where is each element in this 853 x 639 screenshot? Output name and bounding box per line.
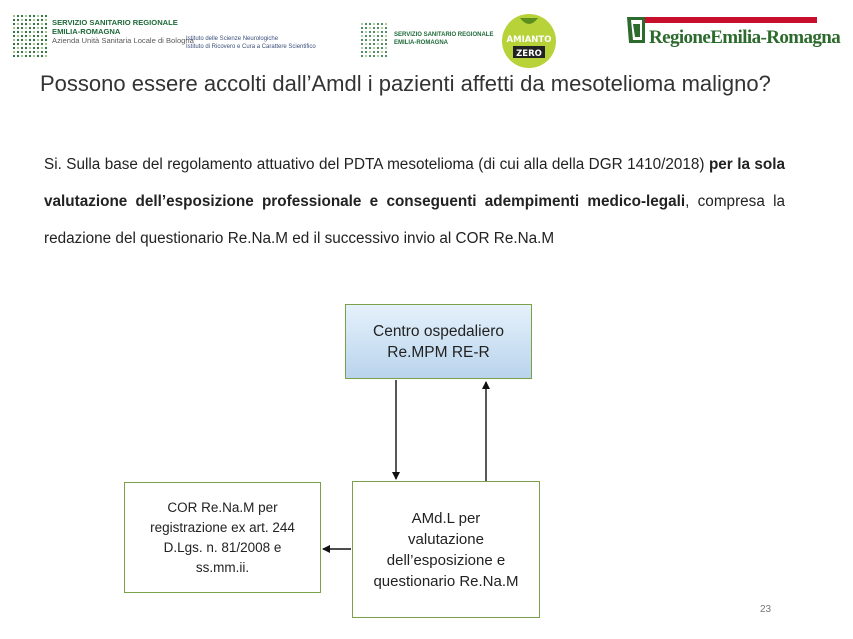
logo-dot xyxy=(369,47,371,49)
logo-dot xyxy=(373,43,375,45)
logo-dot xyxy=(373,35,375,37)
logo-dot xyxy=(365,39,367,41)
logo-dot xyxy=(21,43,23,45)
logo-dot xyxy=(21,15,23,17)
logo-dot xyxy=(21,51,23,53)
logo-dot xyxy=(29,27,31,29)
logo-dot xyxy=(37,51,39,53)
logo-dot xyxy=(45,15,47,17)
logo-dot xyxy=(25,19,27,21)
logo-dot xyxy=(21,31,23,33)
logo-dot xyxy=(369,35,371,37)
logo-dot xyxy=(25,31,27,33)
logo-dot xyxy=(385,35,387,37)
logo-dot xyxy=(13,27,15,29)
logo-dot xyxy=(361,27,363,29)
logo-dot xyxy=(37,15,39,17)
logo-dot xyxy=(41,39,43,41)
logo-dot xyxy=(377,27,379,29)
logo-dot xyxy=(29,39,31,41)
logo-dot xyxy=(13,55,15,57)
logo-dot xyxy=(25,15,27,17)
logo-dot xyxy=(21,27,23,29)
logo-dot xyxy=(17,19,19,21)
logo-dot xyxy=(41,19,43,21)
logo-dot xyxy=(45,35,47,37)
logo-dot xyxy=(29,15,31,17)
logo-dot xyxy=(365,23,367,25)
logo-dot xyxy=(385,47,387,49)
logo-dot xyxy=(33,23,35,25)
logo-dot xyxy=(13,15,15,17)
cor-line2: registrazione ex art. 244 xyxy=(150,519,295,535)
logo-dot xyxy=(37,43,39,45)
logo-dot xyxy=(369,27,371,29)
logo-dot xyxy=(365,31,367,33)
isnb-line1: Istituto delle Scienze Neurologiche xyxy=(186,36,279,42)
logo-dot xyxy=(381,55,383,57)
logo-dot xyxy=(377,39,379,41)
logo-dot xyxy=(25,43,27,45)
logo-dot xyxy=(25,55,27,57)
logo-dot xyxy=(381,39,383,41)
logo-dot xyxy=(365,47,367,49)
logo-dot xyxy=(21,39,23,41)
logo-dot xyxy=(377,43,379,45)
logo-dot xyxy=(33,31,35,33)
dot-grid-icon xyxy=(12,14,48,60)
logo-dot xyxy=(361,31,363,33)
logo-dot xyxy=(29,19,31,21)
centro-ospedaliero-box xyxy=(345,304,532,379)
ssr-region-logo xyxy=(360,22,500,62)
body-text-part2: , compresa la redazione del questionario Re.Na.M ed il successivo invio al COR Re.Na.M xyxy=(44,193,785,247)
logo-dot xyxy=(377,55,379,57)
logo-dot xyxy=(41,23,43,25)
ssr-logo-line1: SERVIZIO SANITARIO REGIONALE xyxy=(52,18,178,27)
logo-dot xyxy=(41,47,43,49)
logo-dot xyxy=(13,47,15,49)
logo-dot xyxy=(381,27,383,29)
centro-line2: Re.MPM RE-R xyxy=(387,343,490,361)
isnb-logo-text xyxy=(186,36,316,51)
logo-dot xyxy=(365,35,367,37)
ssr-logo-line3: Azienda Unità Sanitaria Locale di Bologna xyxy=(52,36,194,45)
logo-dot xyxy=(33,43,35,45)
logo-dot xyxy=(381,35,383,37)
logo-dot xyxy=(33,47,35,49)
logo-dot xyxy=(13,35,15,37)
logo-dot xyxy=(33,55,35,57)
amdl-box xyxy=(352,481,540,618)
amianto-logo-line2: ZERO xyxy=(516,49,542,59)
ssr2-logo-text xyxy=(394,32,493,47)
logo-dot xyxy=(365,27,367,29)
amdl-line3: dell’esposizione e xyxy=(386,551,506,569)
logo-dot xyxy=(369,39,371,41)
logo-dot xyxy=(385,39,387,41)
logo-dot xyxy=(25,47,27,49)
logo-dot xyxy=(373,47,375,49)
amdl-line4: questionario Re.Na.M xyxy=(373,572,519,590)
logo-dot xyxy=(377,47,379,49)
logo-dot xyxy=(41,35,43,37)
logo-dot xyxy=(381,43,383,45)
logo-dot xyxy=(17,15,19,17)
logo-dot xyxy=(25,35,27,37)
logo-dot xyxy=(17,55,19,57)
slide-title: Possono essere accolti dall’Amdl i pazienti affetti da mesotelioma maligno? xyxy=(40,71,771,96)
logo-dot xyxy=(365,55,367,57)
logo-dot xyxy=(385,23,387,25)
logo-dot xyxy=(25,23,27,25)
logo-dot xyxy=(373,55,375,57)
logo-dot xyxy=(365,51,367,53)
logo-dot xyxy=(17,27,19,29)
logo-dot xyxy=(373,27,375,29)
logo-dot xyxy=(13,43,15,45)
logo-dot xyxy=(361,39,363,41)
logo-dot xyxy=(41,31,43,33)
isnb-line2: Istituto di Ricovero e Cura a Carattere Scientifico xyxy=(186,43,316,50)
logo-dot xyxy=(25,27,27,29)
logo-dot xyxy=(29,55,31,57)
logo-dot xyxy=(33,51,35,53)
logo-dot xyxy=(373,39,375,41)
logo-dot xyxy=(33,19,35,21)
logo-dot xyxy=(25,51,27,53)
cor-renam-box xyxy=(124,482,321,593)
logo-dot xyxy=(41,55,43,57)
logo-dot xyxy=(377,51,379,53)
logo-dot xyxy=(37,35,39,37)
logo-dot xyxy=(361,51,363,53)
logo-dot xyxy=(373,31,375,33)
logo-dot xyxy=(37,47,39,49)
logo-dot xyxy=(17,51,19,53)
logo-dot xyxy=(13,31,15,33)
logo-dot xyxy=(29,47,31,49)
body-paragraph xyxy=(44,146,785,257)
logo-dot xyxy=(377,23,379,25)
amianto-zero-logo xyxy=(500,12,558,70)
logo-dot xyxy=(33,39,35,41)
logo-dot xyxy=(361,35,363,37)
logo-dot xyxy=(369,43,371,45)
amdl-line2: valutazione xyxy=(408,530,484,548)
logo-dot xyxy=(17,39,19,41)
logo-dot xyxy=(17,35,19,37)
logo-dot xyxy=(385,55,387,57)
logo-dot xyxy=(41,51,43,53)
ssr2-logo-line1: SERVIZIO SANITARIO REGIONALE xyxy=(394,32,494,38)
logo-dot xyxy=(381,31,383,33)
logo-dot xyxy=(45,47,47,49)
amdl-line1: AMd.L per xyxy=(411,509,481,527)
logo-dot xyxy=(29,43,31,45)
logo-dot xyxy=(45,23,47,25)
logo-dot xyxy=(37,39,39,41)
logo-dot xyxy=(13,19,15,21)
logo-dot xyxy=(13,51,15,53)
logo-dot xyxy=(17,43,19,45)
logo-dot xyxy=(381,47,383,49)
logo-dot xyxy=(361,55,363,57)
cor-line4: ss.mm.ii. xyxy=(195,559,250,575)
logo-dot xyxy=(13,23,15,25)
body-text-bold: per la sola valutazione dell’esposizione professionale e conseguenti adempimenti medico-legali xyxy=(44,156,786,210)
centro-line1: Centro ospedaliero xyxy=(373,322,504,340)
logo-dot xyxy=(361,23,363,25)
page-number: 23 xyxy=(760,604,772,615)
logo-dot xyxy=(41,15,43,17)
logo-dot xyxy=(385,31,387,33)
ssr2-logo-line2: EMILIA-ROMAGNA xyxy=(394,39,448,46)
logo-dot xyxy=(21,47,23,49)
logo-dot xyxy=(17,31,19,33)
logo-dot xyxy=(33,27,35,29)
dot-grid-icon xyxy=(360,22,390,60)
logo-dot xyxy=(37,23,39,25)
logo-dot xyxy=(369,55,371,57)
cor-line3: D.Lgs. n. 81/2008 e xyxy=(163,539,282,555)
logo-dot xyxy=(29,35,31,37)
logo-dot xyxy=(385,51,387,53)
logo-dot xyxy=(37,55,39,57)
logo-dot xyxy=(29,31,31,33)
logo-dot xyxy=(365,43,367,45)
logo-dot xyxy=(45,51,47,53)
logo-dot xyxy=(45,27,47,29)
logo-dot xyxy=(41,27,43,29)
logo-dot xyxy=(17,23,19,25)
logo-dot xyxy=(37,31,39,33)
cor-line1: COR Re.Na.M per xyxy=(167,499,278,515)
logo-dot xyxy=(41,43,43,45)
ssr-logo-line2: EMILIA-ROMAGNA xyxy=(52,27,121,36)
logo-dot xyxy=(373,51,375,53)
logo-dot xyxy=(373,23,375,25)
logo-dot xyxy=(17,47,19,49)
ssr-logo-text xyxy=(52,18,194,45)
logo-dot xyxy=(21,35,23,37)
amianto-logo-line1: AMIANTO xyxy=(506,35,552,45)
logo-dot xyxy=(45,31,47,33)
regione-emilia-romagna-logo xyxy=(627,14,841,54)
logo-dot xyxy=(45,55,47,57)
logo-dot xyxy=(37,27,39,29)
logo-dot xyxy=(45,19,47,21)
logo-dot xyxy=(369,31,371,33)
logo-dot xyxy=(369,51,371,53)
logo-dot xyxy=(33,15,35,17)
logo-dot xyxy=(21,19,23,21)
logo-dot xyxy=(21,23,23,25)
logo-dot xyxy=(29,23,31,25)
logo-dot xyxy=(381,51,383,53)
logo-dot xyxy=(21,55,23,57)
region-logo-text: RegioneEmilia-Romagna xyxy=(649,27,841,48)
logo-dot xyxy=(45,43,47,45)
logo-dot xyxy=(369,23,371,25)
logo-dot xyxy=(381,23,383,25)
body-text-part1: Si. Sulla base del regolamento attuativo del PDTA mesotelioma (di cui alla della DGR 1410/2018) xyxy=(44,156,709,173)
logo-dot xyxy=(377,31,379,33)
ssr-bologna-logo xyxy=(12,14,332,62)
logo-dot xyxy=(377,35,379,37)
logo-dot xyxy=(33,35,35,37)
logo-dot xyxy=(361,47,363,49)
logo-dot xyxy=(45,39,47,41)
logo-dot xyxy=(385,27,387,29)
logo-dot xyxy=(29,51,31,53)
logo-dot xyxy=(13,39,15,41)
logo-dot xyxy=(37,19,39,21)
logo-dot xyxy=(385,43,387,45)
logo-dot xyxy=(361,43,363,45)
logo-dot xyxy=(25,39,27,41)
